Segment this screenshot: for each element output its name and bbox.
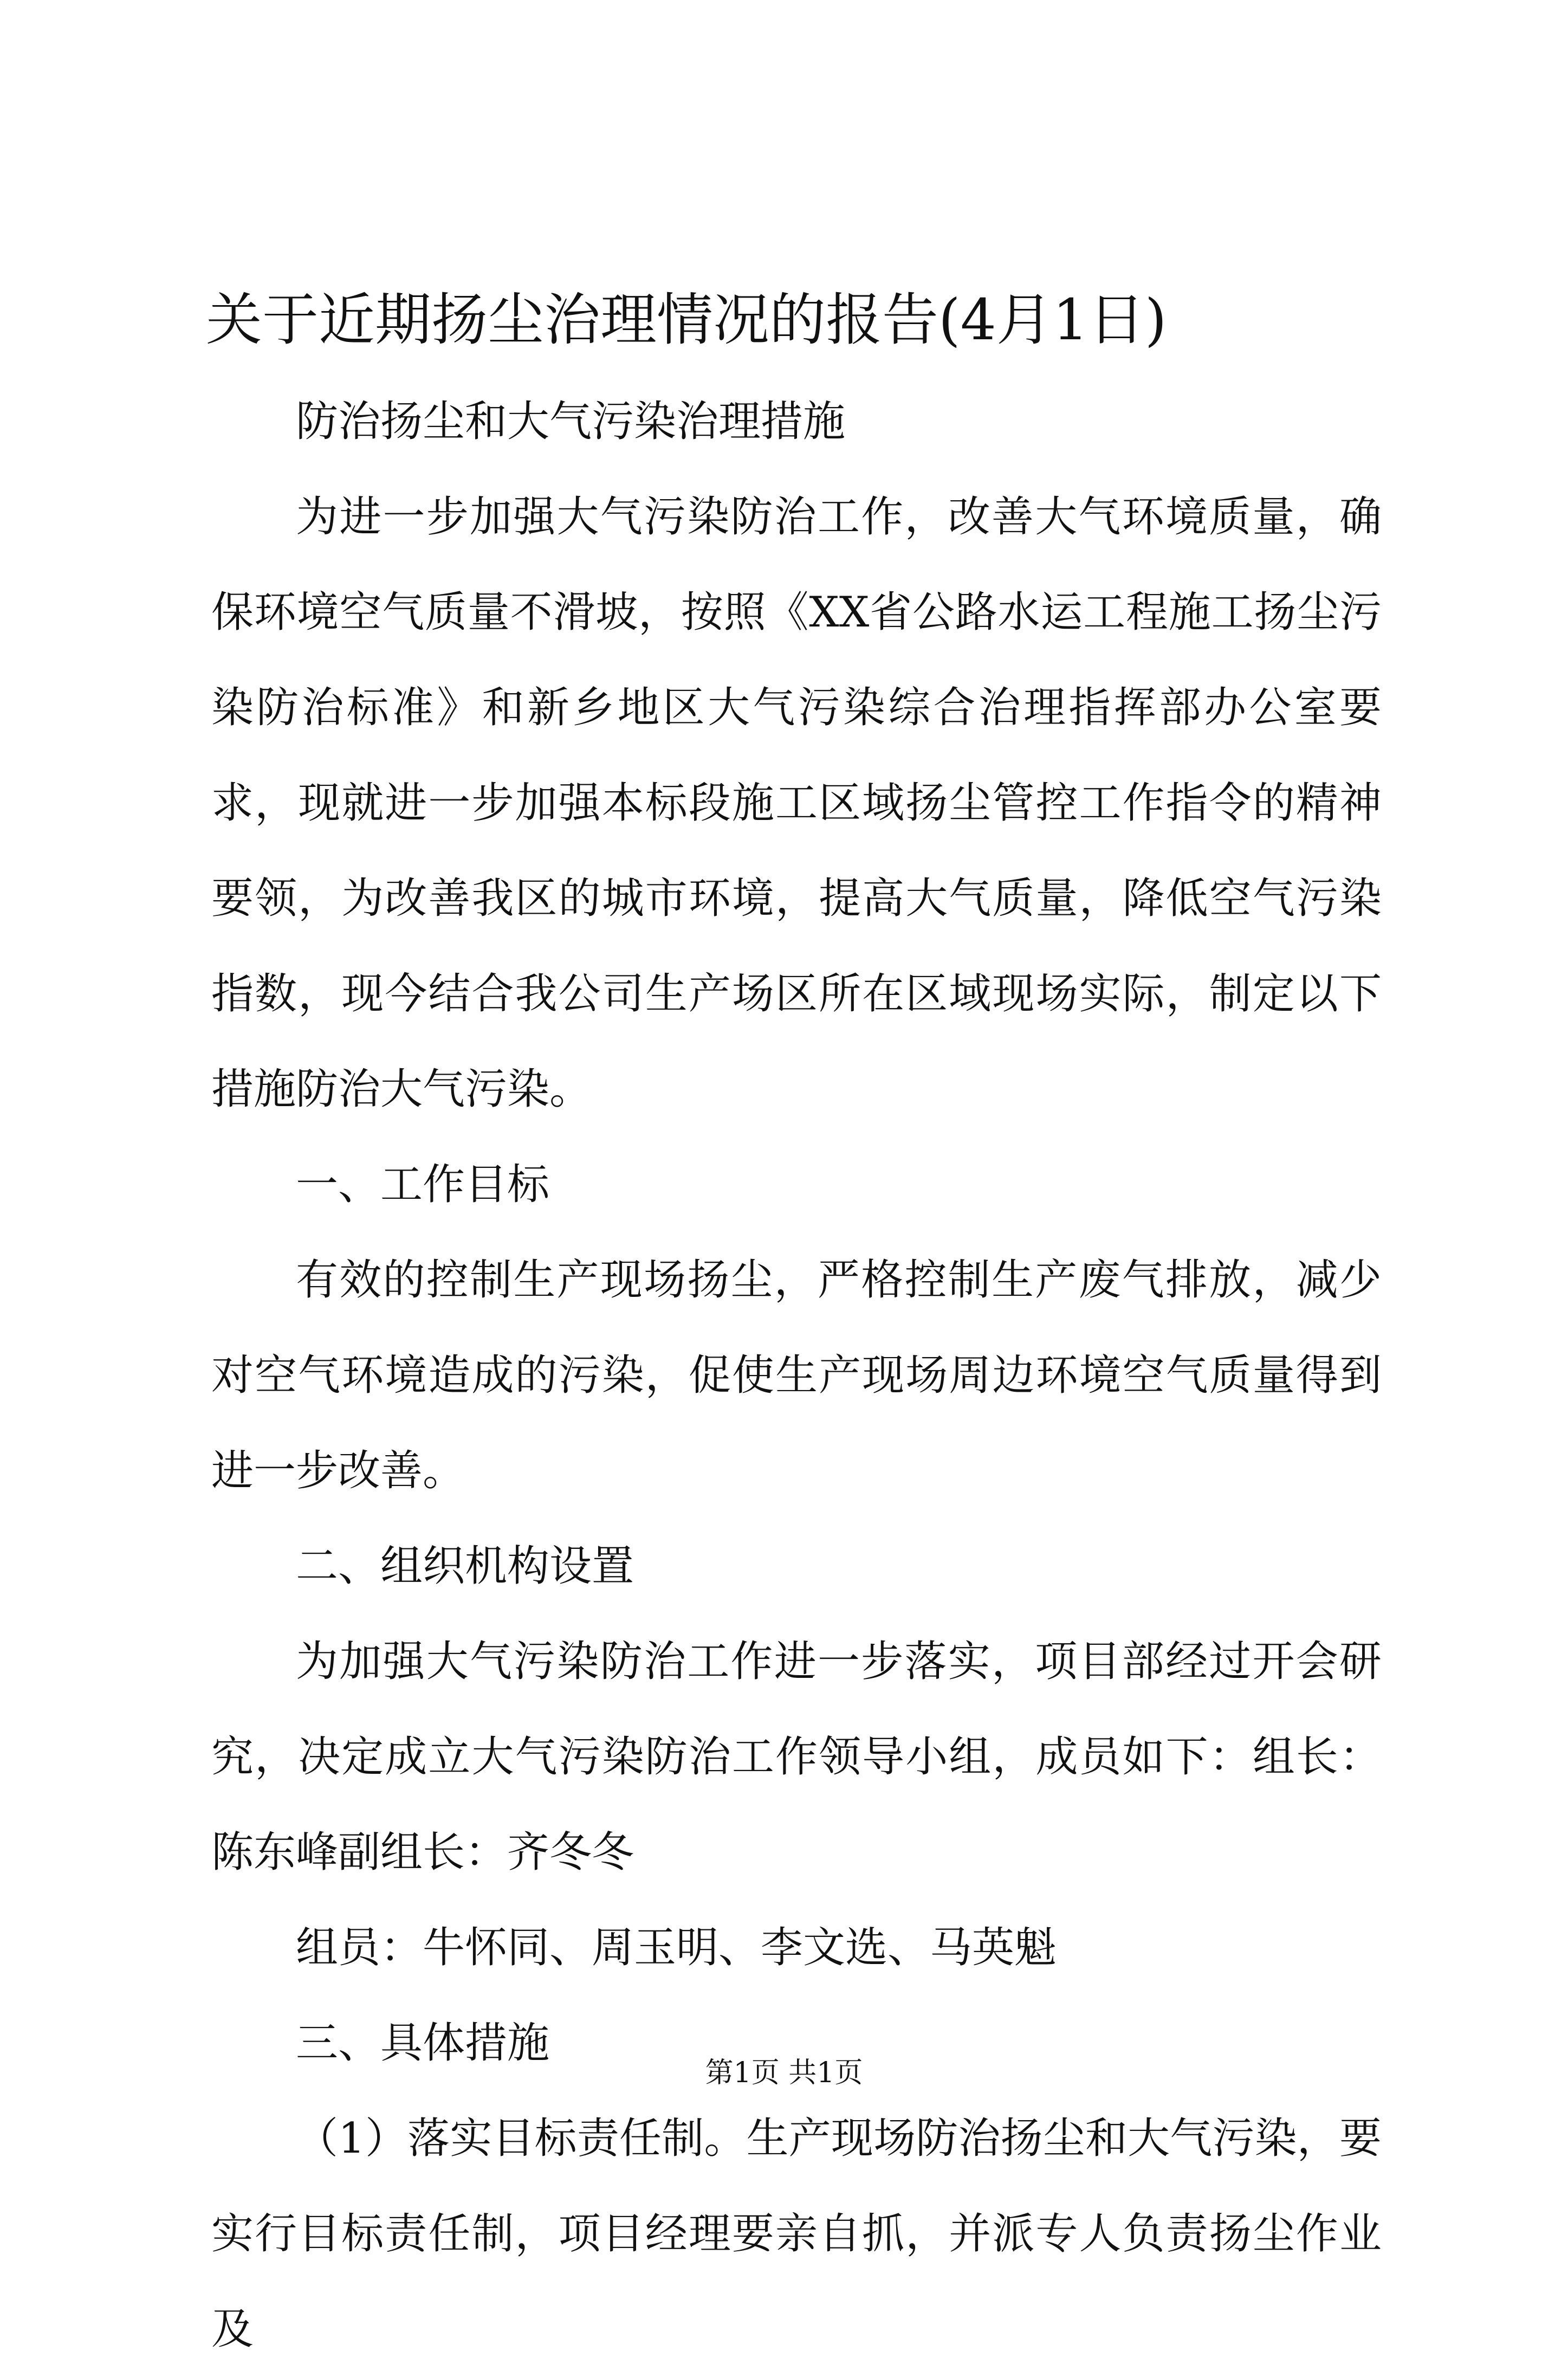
- page-footer: 第1页 共1页: [705, 2057, 863, 2089]
- paragraph-measure-1: （1）落实目标责任制。生产现场防治扬尘和大气污染，要实行目标责任制，项目经理要亲自抓，并派专人负责扬尘作业及: [211, 2114, 1382, 2354]
- section-heading-goals: 一、工作目标: [296, 1160, 550, 1209]
- section-heading-organization: 二、组织机构设置: [296, 1542, 634, 1591]
- paragraph-intro: 为进一步加强大气污染防治工作，改善大气环境质量，确保环境空气质量不滑坡，按照《XX省公路水运工程施工扬尘污染防治标准》和新乡地区大气污染综合治理指挥部办公室要求，现就进一步加强本标段施工区域扬尘管控工作指令的精神要领，为改善我区的城市环境，提高大气质量，降低空气污染指数，现今结合我公司生产场区所在区域现场实际，制定以下措施防治大气污染。: [211, 493, 1382, 1114]
- paragraph-organization: 为加强大气污染防治工作进一步落实，项目部经过开会研究，决定成立大气污染防治工作领导小组，成员如下：组长：陈东峰副组长：齐冬冬: [211, 1637, 1382, 1877]
- section-heading-measures: 三、具体措施: [296, 2019, 550, 2068]
- paragraph-goals: 有效的控制生产现场扬尘，严格控制生产废气排放，减少对空气环境造成的污染，促使生产现场周边环境空气质量得到进一步改善。: [211, 1256, 1382, 1495]
- paragraph-subtitle: 防治扬尘和大气污染治理措施: [296, 397, 846, 446]
- document-title: 关于近期扬尘治理情况的报告(4月1日): [206, 287, 1167, 353]
- paragraph-members: 组员：牛怀同、周玉明、李文选、马英魁: [296, 1923, 1057, 1972]
